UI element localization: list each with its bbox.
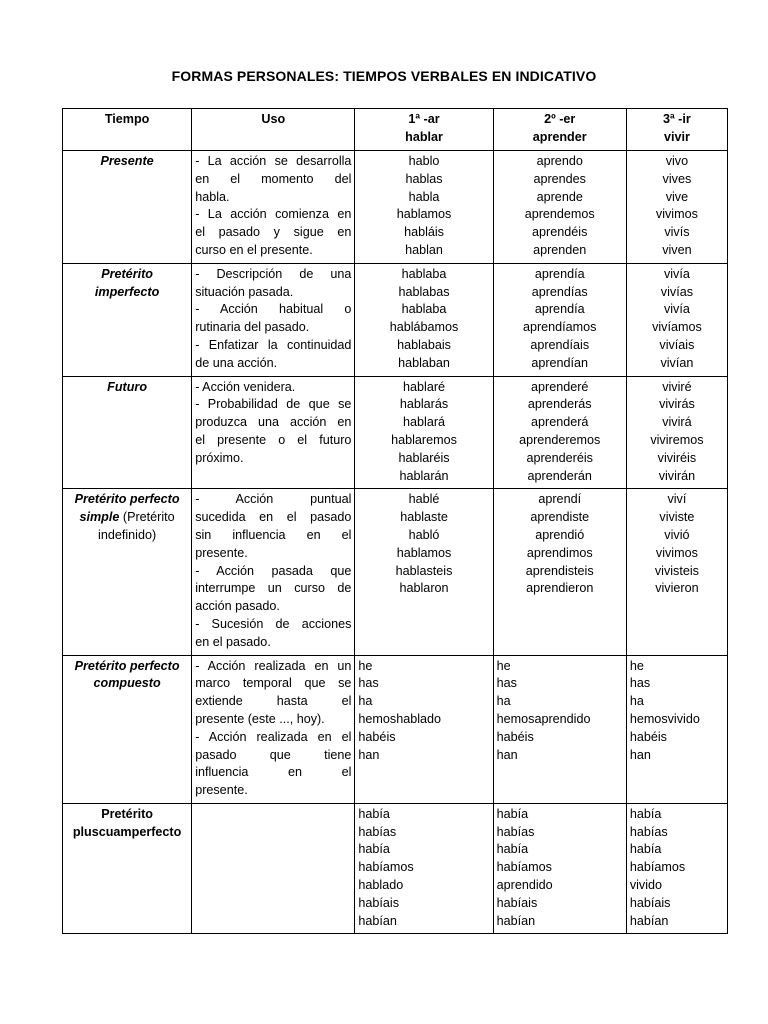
- verb-form: vivieron: [655, 581, 699, 596]
- verb-form: aprenderán: [527, 468, 592, 483]
- participle: aprendido: [496, 878, 553, 893]
- verb-form: vivo: [665, 154, 689, 168]
- auxiliary-form: hemos: [496, 711, 535, 726]
- tense-name-part: simple: [79, 510, 120, 525]
- usage-line: interrumpe un curso de: [195, 581, 352, 596]
- forms-ir: [626, 655, 727, 803]
- auxiliary-form: he: [629, 658, 644, 673]
- verb-form: vive: [665, 189, 689, 204]
- auxiliary-form: ha: [358, 694, 373, 709]
- verb-form: hablabas: [398, 284, 450, 299]
- auxiliary-form: habéis: [629, 729, 667, 744]
- usage-line: - La acción se desarrolla: [195, 154, 352, 168]
- auxiliary-form: has: [496, 676, 517, 691]
- forms-ar: [355, 151, 493, 264]
- usage-line: - Acción habitual o: [195, 302, 352, 317]
- verb-form: hablaba: [401, 302, 447, 317]
- usage-line: influencia en el: [195, 765, 352, 780]
- verb-form: aprendo: [536, 154, 583, 168]
- forms-ir: [626, 151, 727, 264]
- verb-form: hablan: [405, 242, 443, 257]
- verb-form: hablasteis: [395, 563, 453, 578]
- verb-form: aprenderé: [531, 379, 589, 394]
- verb-form: hablaban: [398, 355, 450, 370]
- forms-ir: [626, 376, 727, 489]
- table-row-compuesto: [63, 655, 728, 803]
- verb-form: vivimos: [655, 207, 698, 222]
- verb-form: hablábamos: [389, 320, 459, 335]
- tense-name-line: compuesto: [93, 676, 161, 691]
- usage-line: - Sucesión de acciones: [195, 616, 352, 631]
- forms-ar: [355, 376, 493, 489]
- usage-line: - Acción puntual: [195, 492, 352, 507]
- auxiliary-form: habíais: [358, 895, 400, 910]
- forms-ir: [626, 803, 727, 934]
- usage-line: próximo.: [195, 450, 244, 465]
- forms-er: [493, 151, 626, 264]
- verb-form: hablaba: [401, 266, 447, 281]
- tense-name-line: Pretérito: [101, 266, 153, 281]
- tense-name: [63, 489, 192, 655]
- auxiliary-form: había: [629, 842, 662, 857]
- usage-line: - Probabilidad de que se: [195, 397, 352, 412]
- usage-line: produzca una acción en: [195, 415, 352, 430]
- auxiliary-form: habíamos: [629, 860, 686, 875]
- verb-form: hablaremos: [391, 432, 457, 447]
- header-ir: [626, 109, 727, 151]
- header-tiempo: Tiempo: [63, 109, 192, 151]
- verb-form: habláis: [404, 225, 444, 240]
- tense-name: [63, 655, 192, 803]
- header-ar: [355, 109, 493, 151]
- forms-ar: [355, 263, 493, 376]
- verb-form: vivís: [664, 225, 690, 240]
- usage-line: pasado que tiene: [195, 747, 352, 762]
- auxiliary-form: habéis: [358, 729, 396, 744]
- verb-form: viviré: [662, 379, 692, 394]
- verb-tenses-table: [62, 108, 728, 934]
- verb-form: hablarán: [399, 468, 449, 483]
- forms-er: [493, 263, 626, 376]
- verb-form: hablaste: [400, 510, 448, 525]
- verb-form: habló: [408, 527, 440, 542]
- header-ir-ending: 3ª -ir: [663, 112, 691, 126]
- participle: vivido: [667, 711, 700, 726]
- usage-cell: [192, 151, 355, 264]
- usage-line: - Descripción de una: [195, 266, 352, 281]
- table-row-indefinido: [63, 489, 728, 655]
- verb-form: hablabais: [397, 337, 451, 352]
- auxiliary-form: hemos: [358, 711, 397, 726]
- usage-line: extiende hasta el: [195, 694, 352, 709]
- usage-cell: [192, 376, 355, 489]
- verb-form: aprendisteis: [525, 563, 594, 578]
- auxiliary-form: ha: [629, 694, 644, 709]
- participle: aprendido: [534, 711, 591, 726]
- tense-name: Futuro: [63, 376, 192, 489]
- verb-form: hablaron: [399, 581, 449, 596]
- usage-cell-empty: [192, 803, 355, 934]
- usage-line: habla.: [195, 189, 230, 204]
- header-er-verb: aprender: [532, 129, 587, 144]
- usage-line: - Acción pasada que: [195, 563, 352, 578]
- usage-cell: [192, 655, 355, 803]
- usage-line: sin influencia en el: [195, 527, 352, 542]
- verb-form: aprendemos: [524, 207, 595, 222]
- verb-form: vivía: [663, 266, 690, 281]
- verb-form: hablas: [405, 171, 443, 186]
- verb-form: vivió: [664, 527, 690, 542]
- usage-line: - Acción realizada en un: [195, 658, 352, 673]
- tense-name-line: imperfecto: [94, 284, 160, 299]
- usage-line: presente.: [195, 545, 248, 560]
- verb-form: hablarás: [399, 397, 449, 412]
- auxiliary-form: habíamos: [358, 860, 414, 875]
- verb-form: viviréis: [657, 450, 697, 465]
- auxiliary-form: habías: [496, 824, 535, 839]
- verb-form: aprendíais: [530, 337, 590, 352]
- auxiliary-form: habías: [629, 824, 668, 839]
- auxiliary-form: hemos: [629, 711, 668, 726]
- forms-er: [493, 376, 626, 489]
- tense-name: Presente: [63, 151, 192, 264]
- verb-form: aprendía: [534, 266, 585, 281]
- verb-form: aprendía: [534, 302, 585, 317]
- usage-line: curso en el presente.: [195, 242, 313, 257]
- verb-form: aprendías: [531, 284, 588, 299]
- forms-ar: [355, 803, 493, 934]
- header-er: [493, 109, 626, 151]
- usage-cell: [192, 489, 355, 655]
- verb-form: viviste: [659, 510, 695, 525]
- header-ar-verb: hablar: [405, 129, 443, 144]
- table-row-pluscuamperfecto: [63, 803, 728, 934]
- auxiliary-form: he: [358, 658, 373, 673]
- verb-form: hablamos: [396, 207, 452, 222]
- verb-form: vivían: [660, 355, 694, 370]
- verb-form: aprenderemos: [519, 432, 601, 447]
- tense-alt-name: indefinido): [98, 527, 157, 542]
- verb-form: aprendí: [538, 492, 582, 507]
- auxiliary-form: habían: [629, 913, 669, 928]
- verb-form: aprendéis: [532, 225, 588, 240]
- usage-line: rutinaria del pasado.: [195, 320, 310, 335]
- auxiliary-form: habéis: [496, 729, 534, 744]
- auxiliary-form: ha: [496, 694, 511, 709]
- usage-line: el presente o el futuro: [195, 432, 352, 447]
- usage-line: situación pasada.: [195, 284, 294, 299]
- usage-line: de una acción.: [195, 355, 278, 370]
- participle: hablado: [396, 711, 442, 726]
- forms-ir: [626, 263, 727, 376]
- verb-form: vivirás: [659, 397, 695, 412]
- verb-form: hablaréis: [398, 450, 450, 465]
- usage-line: presente (este ..., hoy).: [195, 711, 325, 726]
- verb-form: hablaré: [403, 379, 446, 394]
- tense-name-line: Pretérito perfecto: [74, 492, 180, 507]
- tense-name: [63, 803, 192, 934]
- verb-form: aprendíamos: [522, 320, 597, 335]
- usage-line: sucedida en el pasado: [195, 510, 352, 525]
- header-ir-verb: vivir: [663, 129, 690, 144]
- usage-line: presente.: [195, 783, 248, 798]
- compound-line: [497, 711, 623, 729]
- verb-form: vivirán: [658, 468, 696, 483]
- verb-form: viviremos: [650, 432, 704, 447]
- verb-form: vivisteis: [654, 563, 699, 578]
- header-er-ending: 2º -er: [544, 112, 576, 126]
- verb-form: vivíais: [659, 337, 695, 352]
- verb-form: hablo: [408, 154, 440, 168]
- verb-form: vivía: [663, 302, 690, 317]
- usage-line: marco temporal que se: [195, 676, 352, 691]
- auxiliary-form: habíais: [496, 895, 538, 910]
- verb-form: aprendieron: [526, 581, 594, 596]
- forms-er: [493, 655, 626, 803]
- verb-form: vivimos: [655, 545, 698, 560]
- table-row-imperfecto: [63, 263, 728, 376]
- verb-form: viví: [667, 492, 687, 507]
- verb-form: hablé: [408, 492, 440, 507]
- auxiliary-form: has: [358, 676, 379, 691]
- auxiliary-form: han: [629, 747, 651, 762]
- participle: vivido: [629, 878, 663, 893]
- compound-line: [358, 711, 489, 729]
- verb-form: aprenderás: [527, 397, 592, 412]
- tense-name: [63, 263, 192, 376]
- verb-form: viven: [662, 242, 692, 257]
- auxiliary-form: había: [496, 806, 529, 821]
- verb-form: habla: [408, 189, 440, 204]
- verb-form: aprende: [536, 189, 583, 204]
- verb-form: vivías: [660, 284, 693, 299]
- usage-line: acción pasado.: [195, 599, 280, 614]
- auxiliary-form: había: [358, 842, 390, 857]
- verb-form: aprendes: [533, 171, 586, 186]
- auxiliary-form: había: [496, 842, 529, 857]
- verb-form: aprendiste: [530, 510, 590, 525]
- usage-line: el pasado y sigue en: [195, 225, 352, 240]
- forms-er: [493, 489, 626, 655]
- header-uso: Uso: [192, 109, 355, 151]
- participle: hablado: [358, 878, 404, 893]
- auxiliary-form: han: [358, 747, 380, 762]
- header-ar-ending: 1ª -ar: [408, 112, 440, 126]
- forms-ar: [355, 489, 493, 655]
- table-header-row: [63, 109, 728, 151]
- verb-form: vivirá: [662, 415, 692, 430]
- usage-cell: [192, 263, 355, 376]
- forms-er: [493, 803, 626, 934]
- auxiliary-form: han: [496, 747, 518, 762]
- usage-line: en el momento del: [195, 171, 352, 186]
- verb-form: vivíamos: [652, 320, 702, 335]
- auxiliary-form: habíamos: [496, 860, 552, 875]
- tense-alt-name: (Pretérito: [119, 510, 175, 525]
- verb-form: vives: [662, 171, 692, 186]
- verb-form: hablará: [403, 415, 446, 430]
- auxiliary-form: había: [358, 806, 390, 821]
- verb-form: aprendimos: [526, 545, 593, 560]
- auxiliary-form: había: [629, 806, 662, 821]
- auxiliary-form: habíais: [629, 895, 671, 910]
- auxiliary-form: has: [629, 676, 651, 691]
- verb-form: aprenden: [533, 242, 587, 257]
- tense-name-line: pluscuamperfecto: [72, 824, 182, 839]
- usage-line: - Acción venidera.: [195, 379, 296, 394]
- page-title: FORMAS PERSONALES: TIEMPOS VERBALES EN INDICATIVO: [171, 68, 597, 84]
- auxiliary-form: he: [496, 658, 511, 673]
- verb-form: hablamos: [396, 545, 452, 560]
- verb-form: aprenderá: [531, 415, 589, 430]
- compound-line: [630, 711, 724, 729]
- tense-name-line: Pretérito: [101, 806, 153, 821]
- usage-line: - Acción realizada en el: [195, 729, 352, 744]
- tense-name-line: Pretérito perfecto: [74, 658, 180, 673]
- forms-ar: [355, 655, 493, 803]
- usage-line: - Enfatizar la continuidad: [195, 337, 352, 352]
- usage-line: - La acción comienza en: [195, 207, 352, 222]
- usage-line: en el pasado.: [195, 634, 271, 649]
- auxiliary-form: habías: [358, 824, 397, 839]
- auxiliary-form: habían: [496, 913, 536, 928]
- table-row-futuro: [63, 376, 728, 489]
- verb-form: aprenderéis: [526, 450, 593, 465]
- tense-name-line: [66, 509, 188, 527]
- verb-form: aprendió: [535, 527, 585, 542]
- table-row-presente: [63, 151, 728, 264]
- forms-ir: [626, 489, 727, 655]
- auxiliary-form: habían: [358, 913, 397, 928]
- verb-form: aprendían: [531, 355, 589, 370]
